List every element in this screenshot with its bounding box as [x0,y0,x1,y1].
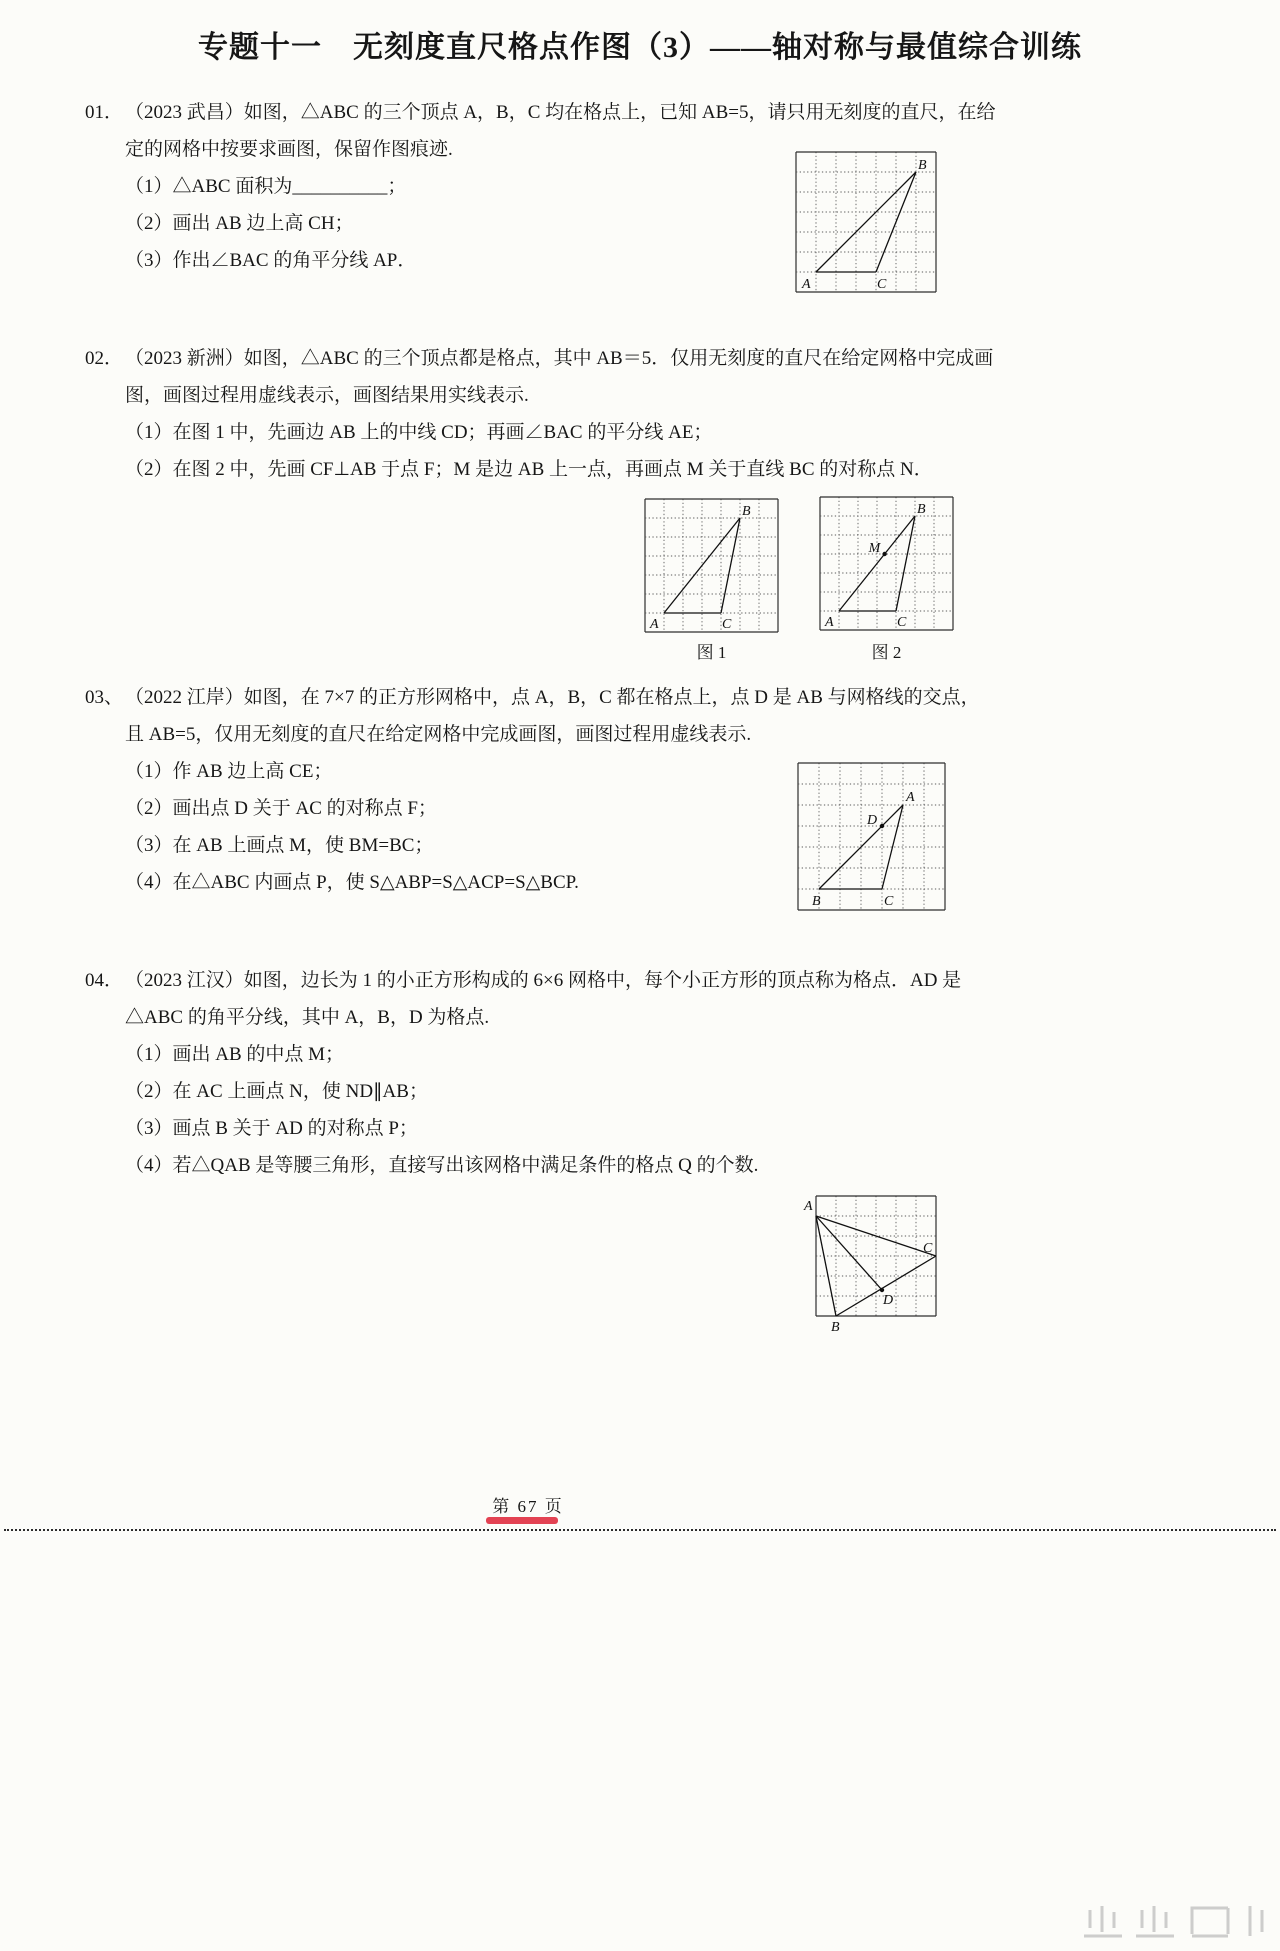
problem-01-item-2: （2）画出 AB 边上高 CH； [125,213,354,234]
problem-01-item-3: （3）作出∠BAC 的角平分线 AP． [125,250,417,271]
scan-artifact [1080,1896,1280,1948]
problem-03-item-1: （1）作 AB 边上高 CE； [125,761,333,782]
grid-figure-problem-02-1 [635,489,788,648]
red-highlight-mark [486,1517,558,1524]
page-title: 专题十一 无刻度直尺格点作图（3）——轴对称与最值综合训练 [198,31,1082,64]
problem-03-stem: （2022 江岸）如图，在 7×7 的正方形网格中，点 A，B，C 都在格点上，点 D 是 AB 与网格线的交点，且 AB=5，仅用无刻度的直尺在给定网格中完成画图，画图过程用虚线表示. [125,687,980,745]
problem-02-item-1: （1）在图 1 中，先画边 AB 上的中线 CD；再画∠BAC 的平分线 AE； [125,422,713,443]
svg-text:C: C [897,615,907,630]
problem-01-stem: （2023 武昌）如图，△ABC 的三个顶点 A，B，C 均在格点上，已知 AB=5，请只用无刻度的直尺，在给定的网格中按要求画图，保留作图痕迹. [125,102,996,160]
svg-text:D: D [867,813,878,828]
svg-text:A: A [825,615,834,630]
problem-04-stem: （2023 江汉）如图，边长为 1 的小正方形构成的 6×6 网格中，每个小正方形的顶点称为格点．AD 是△ABC 的角平分线，其中 A，B，D 为格点. [125,970,962,1028]
problem-02-stem: （2023 新洲）如图，△ABC 的三个顶点都是格点，其中 AB＝5．仅用无刻度的直尺在给定网格中完成画图，画图过程用虚线表示，画图结果用实线表示. [125,348,994,406]
problem-03-item-3: （3）在 AB 上画点 M，使 BM=BC； [125,835,434,856]
problem-03-item-2: （2）画出点 D 关于 AC 的对称点 F； [125,798,437,819]
problem-02-number: 02． [85,348,124,369]
problem-04-number: 04． [85,970,124,991]
problem-04-item-2: （2）在 AC 上画点 N，使 ND∥AB； [125,1081,428,1102]
svg-text:C: C [877,277,887,292]
svg-text:D: D [883,1293,894,1308]
problem-04 [85,962,1005,1184]
svg-text:C: C [923,1241,933,1256]
svg-text:A: A [804,1199,813,1214]
problem-02 [85,340,1005,488]
problem-04-item-1: （1）画出 AB 的中点 M； [125,1044,345,1065]
grid-figure-problem-03 [788,753,955,926]
grid-figure-problem-04 [800,1180,952,1338]
figure-caption-1: 图 1 [696,643,727,662]
svg-text:B: B [918,158,927,173]
svg-text:C: C [884,894,894,909]
svg-text:A: A [906,790,915,805]
grid-figure-problem-02-2 [810,487,963,646]
svg-text:A: A [802,277,811,292]
figure-caption-2: 图 2 [871,643,902,662]
problem-03-item-4: （4）在△ABC 内画点 P，使 S△ABP=S△ACP=S△BCP. [125,872,579,893]
grid-figure-problem-01 [786,142,946,308]
svg-text:A: A [650,617,659,632]
problem-04-item-4: （4）若△QAB 是等腰三角形，直接写出该网格中满足条件的格点 Q 的个数. [125,1155,759,1176]
dotted-cut-line [4,1529,1276,1531]
problem-02-item-2: （2）在图 2 中，先画 CF⊥AB 于点 F；M 是边 AB 上一点，再画点 M 关于直线 BC 的对称点 N． [125,459,933,480]
svg-text:B: B [812,894,821,909]
svg-text:M: M [868,541,881,556]
svg-text:B: B [917,502,926,517]
svg-text:B: B [742,504,751,519]
problem-04-item-3: （3）画点 B 关于 AD 的对称点 P； [125,1118,418,1139]
problem-01-item-1: （1）△ABC 面积为__________； [125,176,407,197]
problem-03-number: 03、 [85,687,124,708]
page-number: 第 67 页 [492,1497,564,1516]
svg-text:C: C [722,617,732,632]
problem-01-number: 01． [85,102,124,123]
svg-text:B: B [831,1320,840,1335]
